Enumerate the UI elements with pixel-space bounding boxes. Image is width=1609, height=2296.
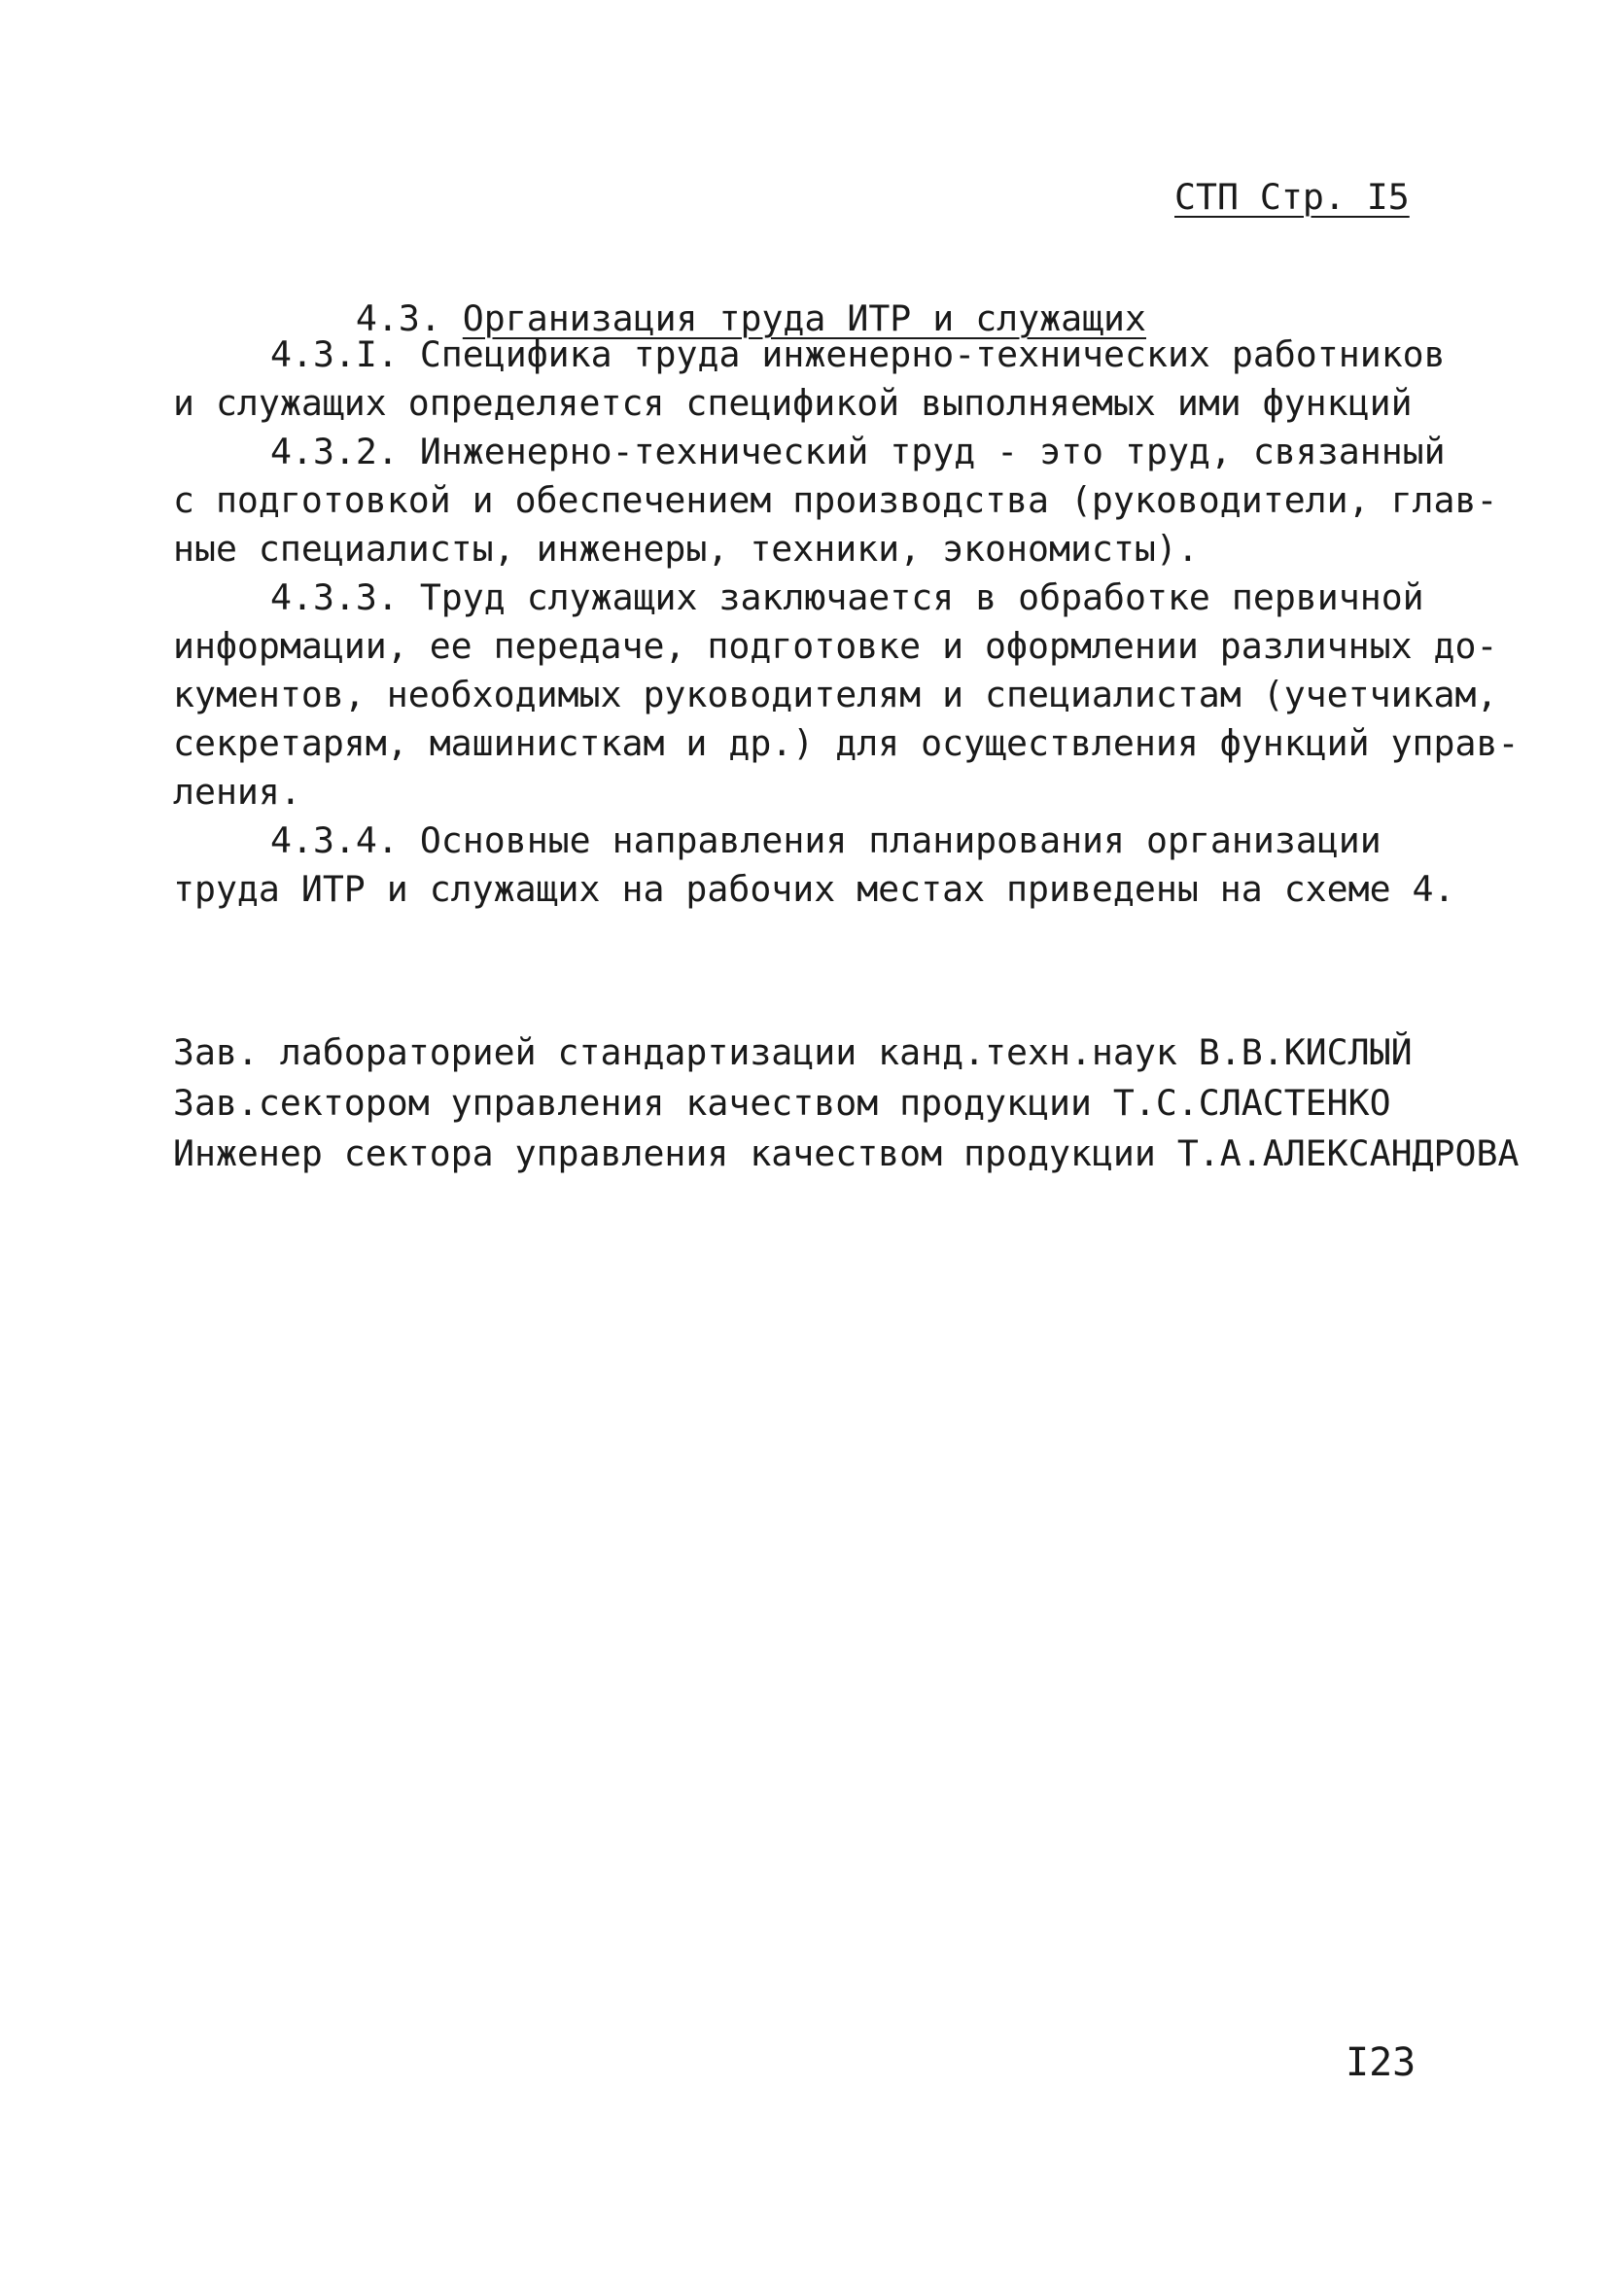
signature-line: Инженер сектора управления качеством продукции Т.А.АЛЕКСАНДРОВА xyxy=(173,1132,1520,1174)
page-number: I23 xyxy=(1346,2040,1417,2085)
document-reference: СТП Стр. I5 xyxy=(1174,176,1410,218)
signature-line: Зав.сектором управления качеством продукции Т.С.СЛАСТЕНКО xyxy=(173,1082,1391,1124)
paragraph-line: кументов, необходимых руководителям и специалистам (учетчикам, xyxy=(173,674,1498,715)
paragraph-line: с подготовкой и обеспечением производства (руководители, глав- xyxy=(173,479,1498,521)
paragraph-line: информации, ее передаче, подготовке и оформлении различных до- xyxy=(173,625,1498,667)
paragraph-line: и служащих определяется спецификой выполняемых ими функций xyxy=(173,382,1413,424)
paragraph-line: 4.3.4. Основные направления планирования организации xyxy=(270,819,1382,861)
paragraph-line: секретарям, машинисткам и др.) для осуществления функций управ- xyxy=(173,722,1520,764)
section-number: 4.3. xyxy=(355,297,441,339)
paragraph-line: труда ИТР и служащих на рабочих местах приведены на схеме 4. xyxy=(173,868,1455,910)
paragraph-line: 4.3.3. Труд служащих заключается в обработке первичной xyxy=(270,576,1424,618)
signature-line: Зав. лабораторией стандартизации канд.техн.наук В.В.КИСЛЫЙ xyxy=(173,1031,1413,1073)
paragraph-line: 4.3.2. Инженерно-технический труд - это труд, связанный xyxy=(270,431,1446,472)
paragraph-line: 4.3.I. Специфика труда инженерно-технических работников xyxy=(270,333,1446,375)
paragraph-line: ные специалисты, инженеры, техники, экономисты). xyxy=(173,528,1199,570)
paragraph-line: ления. xyxy=(173,771,301,813)
section-title: Организация труда ИТР и служащих xyxy=(462,297,1146,339)
